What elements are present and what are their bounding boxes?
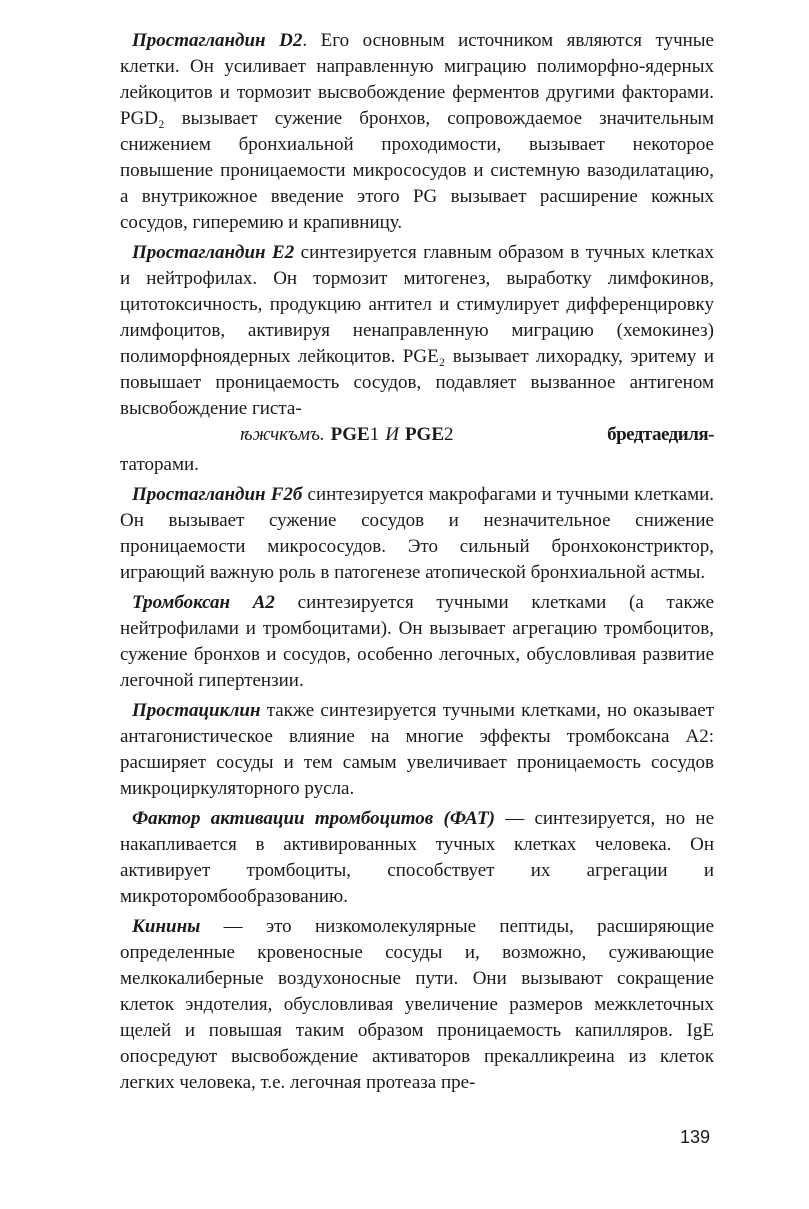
term-pgf2: Простагландин F2б	[132, 484, 303, 505]
paragraph-pgf2	[120, 482, 714, 586]
term-kinins: Кинины	[132, 916, 201, 937]
page-number: 139	[680, 1127, 711, 1147]
paragraph-kinins	[120, 914, 714, 1096]
term-prostacyclin: Простациклин	[132, 700, 261, 721]
pge-number: 1	[369, 424, 380, 445]
pge-label: PGE	[404, 424, 445, 445]
paragraph-text: синтезируется макрофагами и тучными клетками. Он вызывает сужение сосудов и незначительное снижение проницаемости микрососудов. Это сильный бронхоконстриктор, играющий важную роль в патогенезе атопической бронхиальной астмы.	[120, 484, 715, 583]
paragraph-text: . Его основным источником являются тучные клетки. Он усиливает направленную миграцию полиморфно-ядерных лейкоцитов и тормозит высвобождение ферментов другими факторами. PGD₂ вызывает сужение бронхов, сопровождаемое значительным снижением бронхиальной проходимости, вызывает некоторое повышение проницаемости микрососудов и системную вазодилатацию, а внутрикожное введение этого PG вызывает расширение кожных сосудов, гиперемию и крапивницу.	[120, 30, 714, 233]
pge-number: 2	[444, 424, 454, 445]
garbled-text: ѣжчкъмъ.	[240, 424, 325, 445]
paragraph-text: также синтезируется тучными клетками, но оказывает антагонистическое влияние на многие эффекты тромбоксана A2: расширяет сосуды и тем самым увеличивает проницаемость сосудов микроциркуляторного русла.	[120, 700, 714, 799]
conjunction: И	[385, 424, 399, 445]
paragraph-text: — это низкомолекулярные пептиды, расширяющие определенные кровеносные сосуды и, возможно, суживающие мелкокалиберные воздухоносные пути. Они вызывают сокращение клеток эндотелия, обусловливая увеличение размеров межклеточных щелей и повышая таким образом проницаемость капилляров. IgE опосредуют высвобождение активаторов прекалликреина из клеток легких человека, т.е. легочная протеаза пре-	[120, 916, 714, 1093]
garbled-text: бредтаедиля-	[607, 424, 714, 445]
paragraph-paf	[120, 806, 714, 910]
term-pge2: Простагландин E2	[132, 242, 295, 263]
term-pgd2: Простагландин D2	[132, 30, 303, 51]
line-continuation	[120, 452, 714, 478]
paragraph-pgd2	[120, 28, 714, 236]
paragraph-prostacyclin	[120, 698, 714, 802]
paragraph-pge2	[120, 240, 714, 448]
text-body	[120, 28, 714, 1100]
term-tromboxane: Тромбоксан A2	[132, 592, 275, 613]
paragraph-text: синтезируется тучными клетками (а также нейтрофилами и тромбоцитами). Он вызывает агрегацию тромбоцитов, сужение бронхов и сосудов, особенно легочных, обусловливая развитие легочной гипертензии.	[120, 592, 714, 691]
pge-label: PGE	[330, 424, 370, 445]
paragraph-text: синтезируется главным образом в тучных клетках и нейтрофилах. Он тормозит митогенез, выработку лимфокинов, цитотоксичность, продукцию антител и стимулирует дифференцировку лимфоцитов, активируя ненаправленную миграцию (хемокинез) полиморфноядерных лейкоцитов. PGE₂ вызывает лихорадку, эритему и повышает проницаемость сосудов, подавляет вызванное антигеном высвобождение гиста-	[120, 242, 714, 419]
paragraph-tromboxane	[120, 590, 714, 694]
continuation-text: таторами.	[120, 454, 199, 475]
term-paf: Фактор активации тромбоцитов (ФАТ)	[132, 808, 495, 829]
paragraph-text: — синтезируется, но не накапливается в активированных тучных клетках человека. Он активирует тромбоциты, способствует их агрегации и микроторомбообразованию.	[120, 808, 714, 907]
